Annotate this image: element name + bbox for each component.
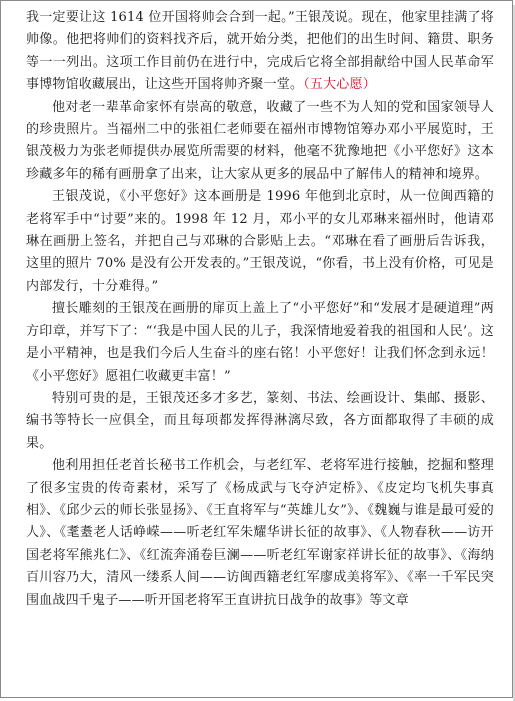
paragraph-5: 特别可贵的是，王银茂还多才多艺，篆刻、书法、绘画设计、集邮、摄影、编书等特长一应俱全，而且每项都发挥得淋漓尽致，各方面都取得了丰硕的成果。 <box>26 390 494 451</box>
paragraph-1-text: 我一定要让这 1614 位开国将帅会合到一起。”王银茂说。现在，他家里挂满了将帅像。他把将帅们的资料找齐后，就开始分类，把他们的出生时间、籍贯、职务等一一列出。这项工作目前仍在进行中，完成后它将全部捐献给中国人民革命军事博物馆收藏展出，让这些开国将帅齐聚一堂。 <box>26 10 494 93</box>
article-body <box>26 7 494 612</box>
paragraph-4: 擅长雕刻的王银茂在画册的扉页上盖上了“小平您好”和“发展才是硬道理”两方印章，并写下了：“‘我是中国人民的儿子，我深情地爱着我的祖国和人民’。这是小平精神，也是我们今后人生奋斗的座右铭！小平您好！让我们怀念到永远！《小平您好》愿祖仁收藏更丰富！” <box>26 301 494 384</box>
highlight-note: （五大心愿） <box>303 77 376 93</box>
paragraph-3: 王银茂说，《小平您好》这本画册是 1996 年他到北京时，从一位闽西籍的老将军手中“讨要”来的。1998 年 12 月，邓小平的女儿邓琳来福州时，他请邓琳在画册上签名，并把自己与邓琳的合影贴上去。“邓琳在看了画册后告诉我，这里的照片 70% 是没有公开发表的。”王银茂说，“你看，书上没有价格，可见是内部发行，十分难得。” <box>26 189 494 294</box>
paragraph-2: 他对老一辈革命家怀有崇高的敬意，收藏了一些不为人知的党和国家领导人的珍贵照片。当福州二中的张祖仁老师要在福州市博物馆筹办邓小平展览时，王银茂极力为张老师提供办展览所需要的材料，他毫不犹豫地把《小平您好》这本珍藏多年的稀有画册拿了出来，让大家从更多的展品中了解伟人的精神和境界。 <box>26 99 494 182</box>
paragraph-1 <box>26 7 494 97</box>
paragraph-6: 他利用担任老首长秘书工作机会，与老红军、老将军进行接触，挖掘和整理了很多宝贵的传奇素材，采写了《杨成武与飞夺泸定桥》、《皮定均飞机失事真相》、《邱少云的师长张显扬》、《王直将军与“英雄儿女”》、《魏巍与谁是最可爱的人》、《耄耋老人话峥嵘——听老红军朱耀华讲长征的故事》、《人物春秋——访开国老将军熊兆仁》、《红流奔涌卷巨澜——听老红军谢家祥讲长征的故事》、《海纳百川容乃大，清风一缕系人间——访闽西籍老红军廖成美将军》、《率一千军民突围血战四千鬼子——听开国老将军王直讲抗日战争的故事》等文章 <box>26 458 494 608</box>
